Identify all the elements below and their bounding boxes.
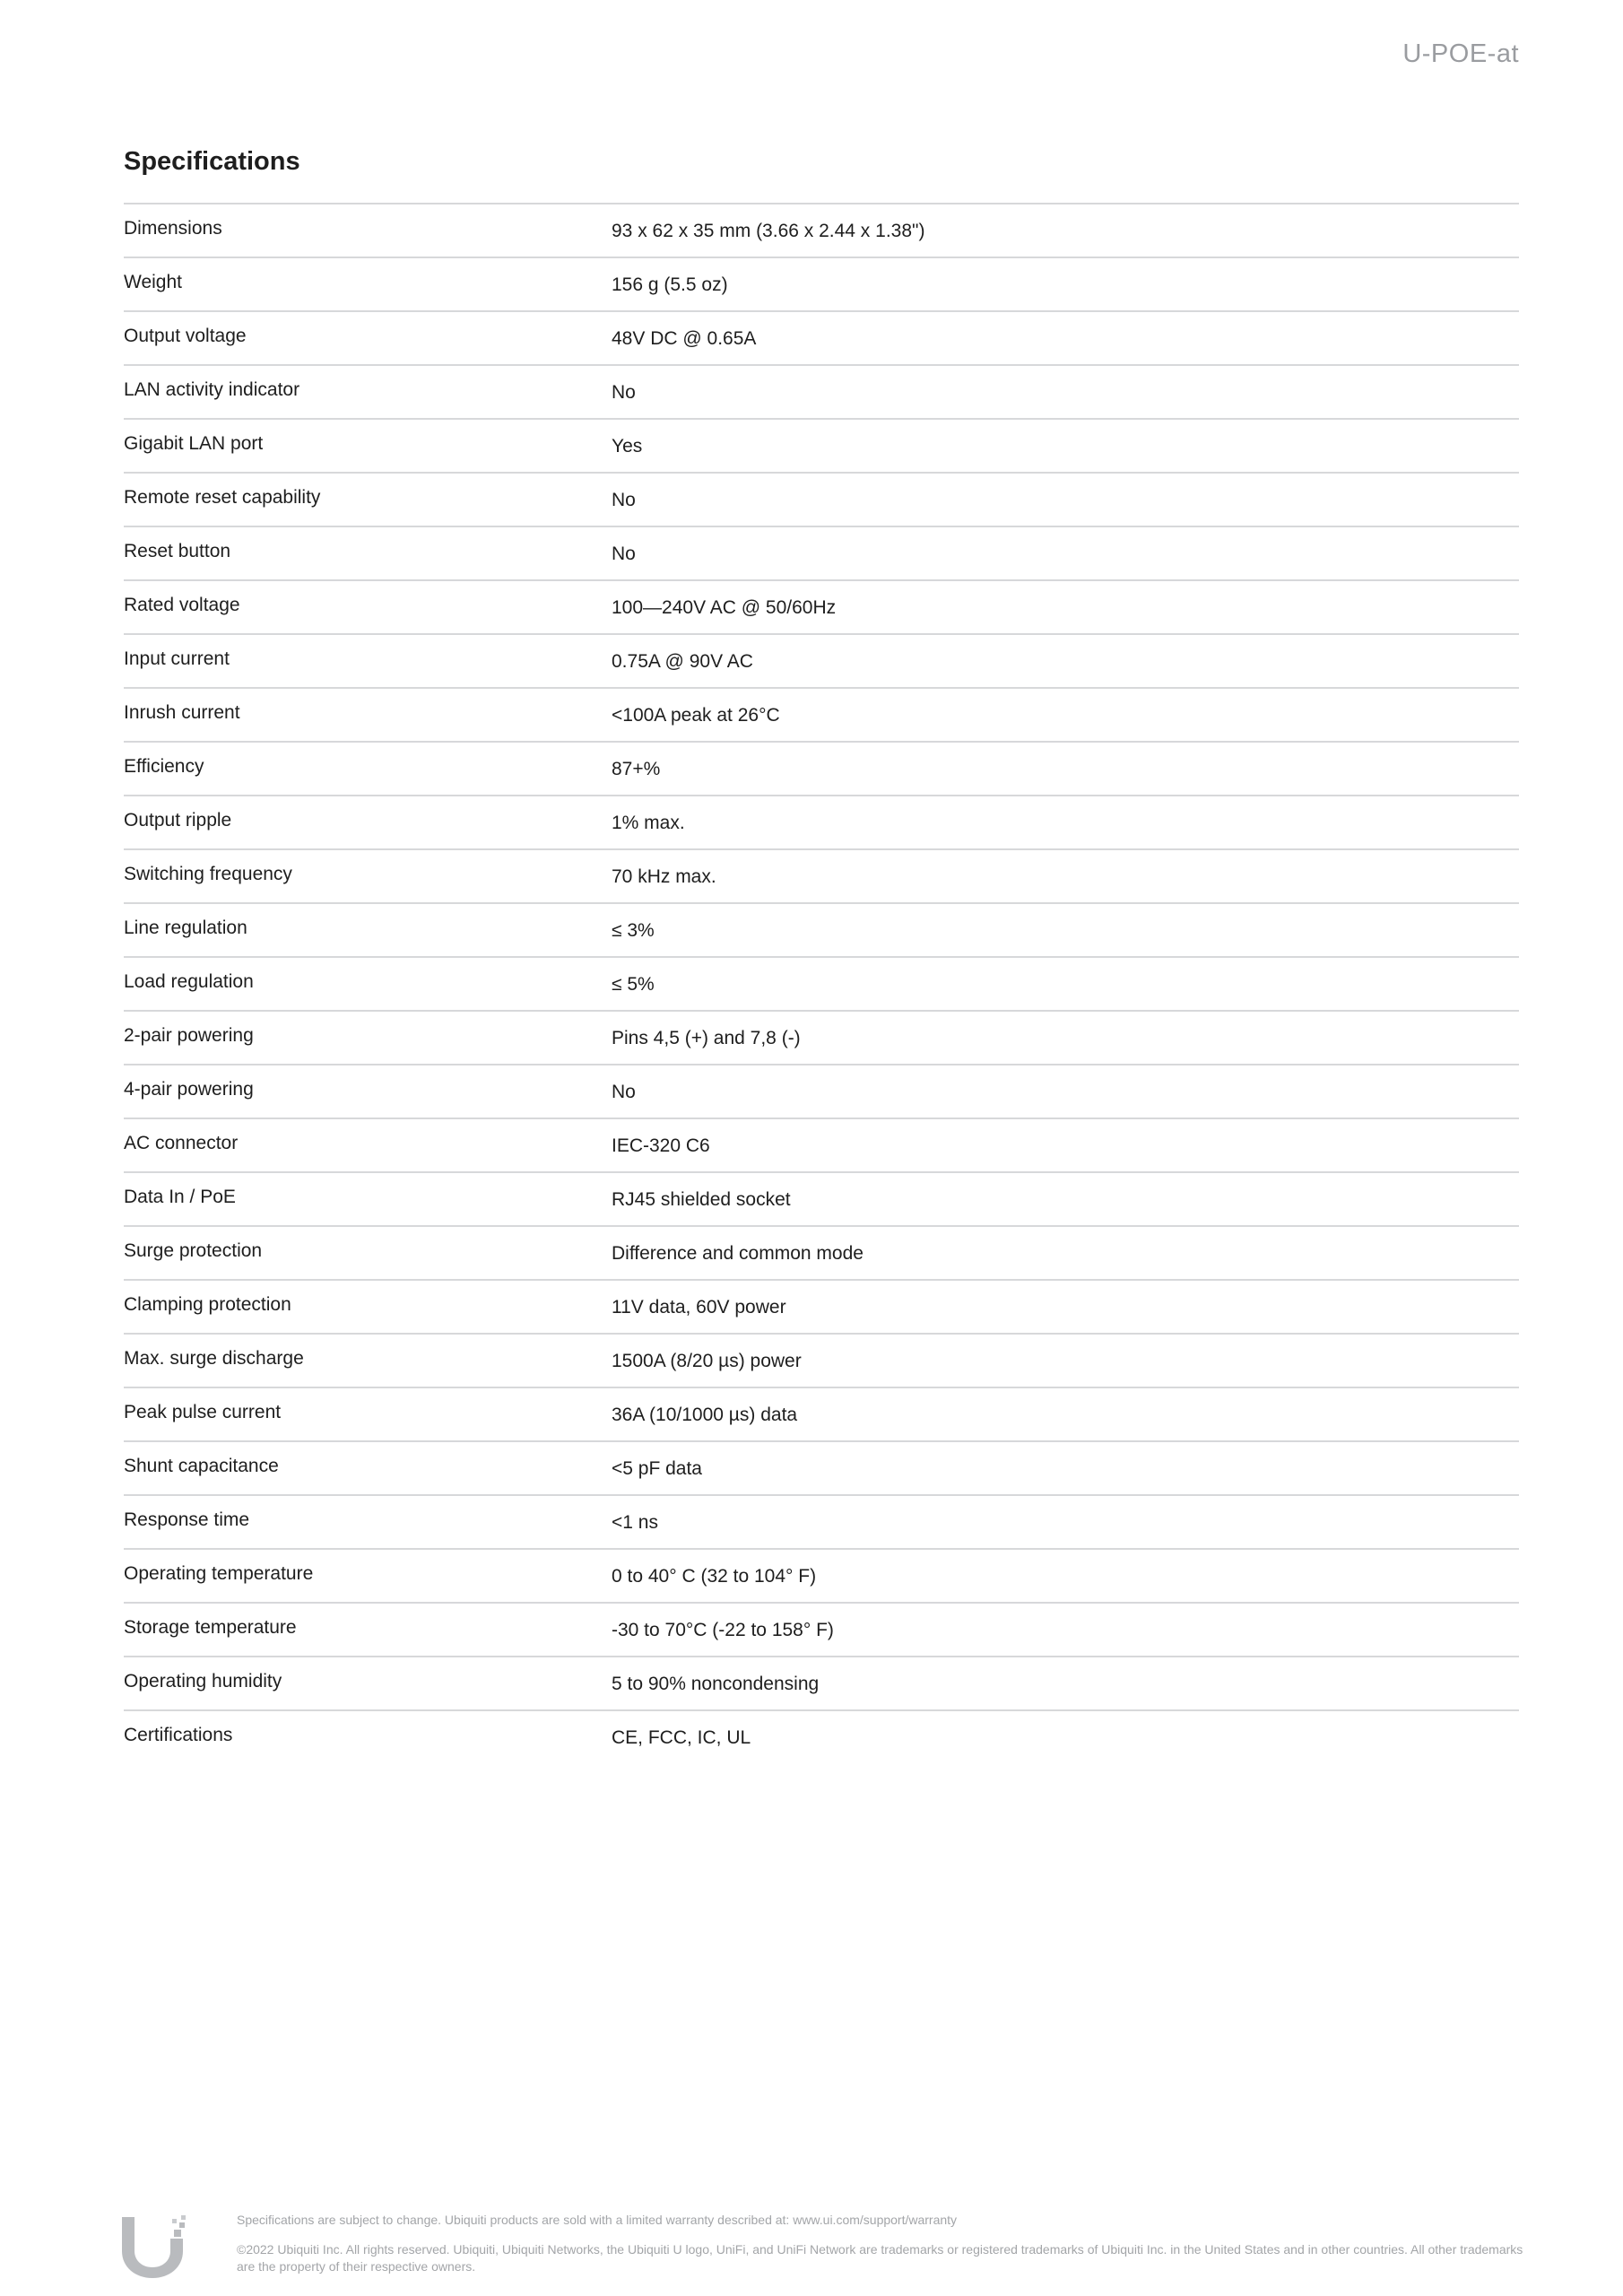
spec-label: Operating humidity xyxy=(124,1671,282,1692)
spec-value: 0.75A @ 90V AC xyxy=(612,651,753,672)
spec-row xyxy=(124,1227,1519,1281)
spec-value: 11V data, 60V power xyxy=(612,1297,786,1318)
spec-row xyxy=(124,1065,1519,1119)
spec-row xyxy=(124,904,1519,958)
spec-label: 2-pair powering xyxy=(124,1025,254,1046)
spec-value: <5 pF data xyxy=(612,1458,702,1479)
spec-value: 1% max. xyxy=(612,813,685,833)
spec-row xyxy=(124,312,1519,366)
spec-value: 70 kHz max. xyxy=(612,866,716,887)
spec-row xyxy=(124,635,1519,689)
spec-row xyxy=(124,258,1519,312)
spec-row xyxy=(124,1711,1519,1763)
spec-label: AC connector xyxy=(124,1133,239,1153)
spec-row xyxy=(124,1012,1519,1065)
spec-value: 100—240V AC @ 50/60Hz xyxy=(612,597,837,618)
spec-row xyxy=(124,1442,1519,1496)
spec-row xyxy=(124,581,1519,635)
spec-row xyxy=(124,1496,1519,1550)
spec-value: ≤ 5% xyxy=(612,974,655,995)
spec-label: LAN activity indicator xyxy=(124,379,300,400)
spec-value: -30 to 70°C (-22 to 158° F) xyxy=(612,1620,834,1640)
spec-value: No xyxy=(612,1082,636,1102)
spec-value: 48V DC @ 0.65A xyxy=(612,328,757,349)
spec-label: Data In / PoE xyxy=(124,1187,236,1207)
spec-row xyxy=(124,1657,1519,1711)
spec-label: Response time xyxy=(124,1509,250,1530)
spec-label: Switching frequency xyxy=(124,864,292,884)
spec-row xyxy=(124,527,1519,581)
spec-label: Remote reset capability xyxy=(124,487,321,508)
spec-label: Reset button xyxy=(124,541,231,561)
spec-row xyxy=(124,689,1519,743)
spec-value: 156 g (5.5 oz) xyxy=(612,274,728,295)
spec-label: Rated voltage xyxy=(124,595,240,615)
spec-row xyxy=(124,850,1519,904)
spec-value: No xyxy=(612,544,636,564)
spec-label: Line regulation xyxy=(124,918,247,938)
spec-label: Efficiency xyxy=(124,756,204,777)
spec-label: Output ripple xyxy=(124,810,232,831)
spec-label: Surge protection xyxy=(124,1240,263,1261)
spec-label: 4-pair powering xyxy=(124,1079,254,1100)
section-title: Specifications xyxy=(124,147,300,176)
spec-value: 93 x 62 x 35 mm (3.66 x 2.44 x 1.38") xyxy=(612,221,925,241)
spec-label: Dimensions xyxy=(124,218,222,239)
spec-label: Shunt capacitance xyxy=(124,1456,279,1476)
spec-label: Gigabit LAN port xyxy=(124,433,264,454)
spec-value: IEC-320 C6 xyxy=(612,1135,710,1156)
spec-row xyxy=(124,1388,1519,1442)
spec-row xyxy=(124,1335,1519,1388)
spec-value: 0 to 40° C (32 to 104° F) xyxy=(612,1566,817,1587)
spec-row xyxy=(124,958,1519,1012)
spec-value: 5 to 90% noncondensing xyxy=(612,1674,820,1694)
spec-row xyxy=(124,1550,1519,1604)
spec-value: CE, FCC, IC, UL xyxy=(612,1727,751,1748)
footer-copyright: ©2022 Ubiquiti Inc. All rights reserved. Ubiquiti, Ubiquiti Networks, the Ubiquiti U logo, UniFi, and UniFi Network are trademarks or registered trademarks of Ubiquiti Inc. in the United States and in other countries. All other trademarks are the property of their respective owners. xyxy=(237,2242,1523,2274)
spec-row xyxy=(124,474,1519,527)
footer xyxy=(122,2212,1521,2283)
spec-label: Clamping protection xyxy=(124,1294,291,1315)
spec-value: 1500A (8/20 µs) power xyxy=(612,1351,802,1371)
footer-warranty-note: Specifications are subject to change. Ubiquiti products are sold with a limited warranty described at: www.ui.com/support/warranty xyxy=(237,2213,958,2227)
spec-table xyxy=(124,203,1519,1763)
spec-value: <100A peak at 26°C xyxy=(612,705,780,726)
spec-value: ≤ 3% xyxy=(612,920,655,941)
spec-label: Load regulation xyxy=(124,971,254,992)
spec-value: 36A (10/1000 µs) data xyxy=(612,1405,798,1425)
spec-value: RJ45 shielded socket xyxy=(612,1189,791,1210)
spec-value: No xyxy=(612,490,636,510)
spec-label: Certifications xyxy=(124,1725,233,1745)
spec-row xyxy=(124,1173,1519,1227)
spec-value: 87+% xyxy=(612,759,661,779)
spec-label: Output voltage xyxy=(124,326,247,346)
product-name: U-POE-at xyxy=(1402,39,1519,68)
spec-row xyxy=(124,1119,1519,1173)
ubiquiti-u-logo-icon xyxy=(122,2215,187,2278)
spec-value: No xyxy=(612,382,636,403)
spec-row xyxy=(124,796,1519,850)
spec-row xyxy=(124,420,1519,474)
spec-value: Difference and common mode xyxy=(612,1243,864,1264)
spec-value: <1 ns xyxy=(612,1512,658,1533)
spec-label: Storage temperature xyxy=(124,1617,297,1638)
spec-value: Pins 4,5 (+) and 7,8 (-) xyxy=(612,1028,801,1048)
spec-label: Input current xyxy=(124,648,230,669)
spec-row xyxy=(124,1604,1519,1657)
spec-label: Peak pulse current xyxy=(124,1402,282,1422)
footer-text xyxy=(237,2212,1528,2275)
spec-label: Max. surge discharge xyxy=(124,1348,304,1369)
spec-row xyxy=(124,1281,1519,1335)
spec-label: Operating temperature xyxy=(124,1563,314,1584)
spec-row xyxy=(124,743,1519,796)
spec-row xyxy=(124,366,1519,420)
spec-row xyxy=(124,204,1519,258)
spec-value: Yes xyxy=(612,436,643,457)
spec-label: Inrush current xyxy=(124,702,240,723)
spec-label: Weight xyxy=(124,272,182,292)
